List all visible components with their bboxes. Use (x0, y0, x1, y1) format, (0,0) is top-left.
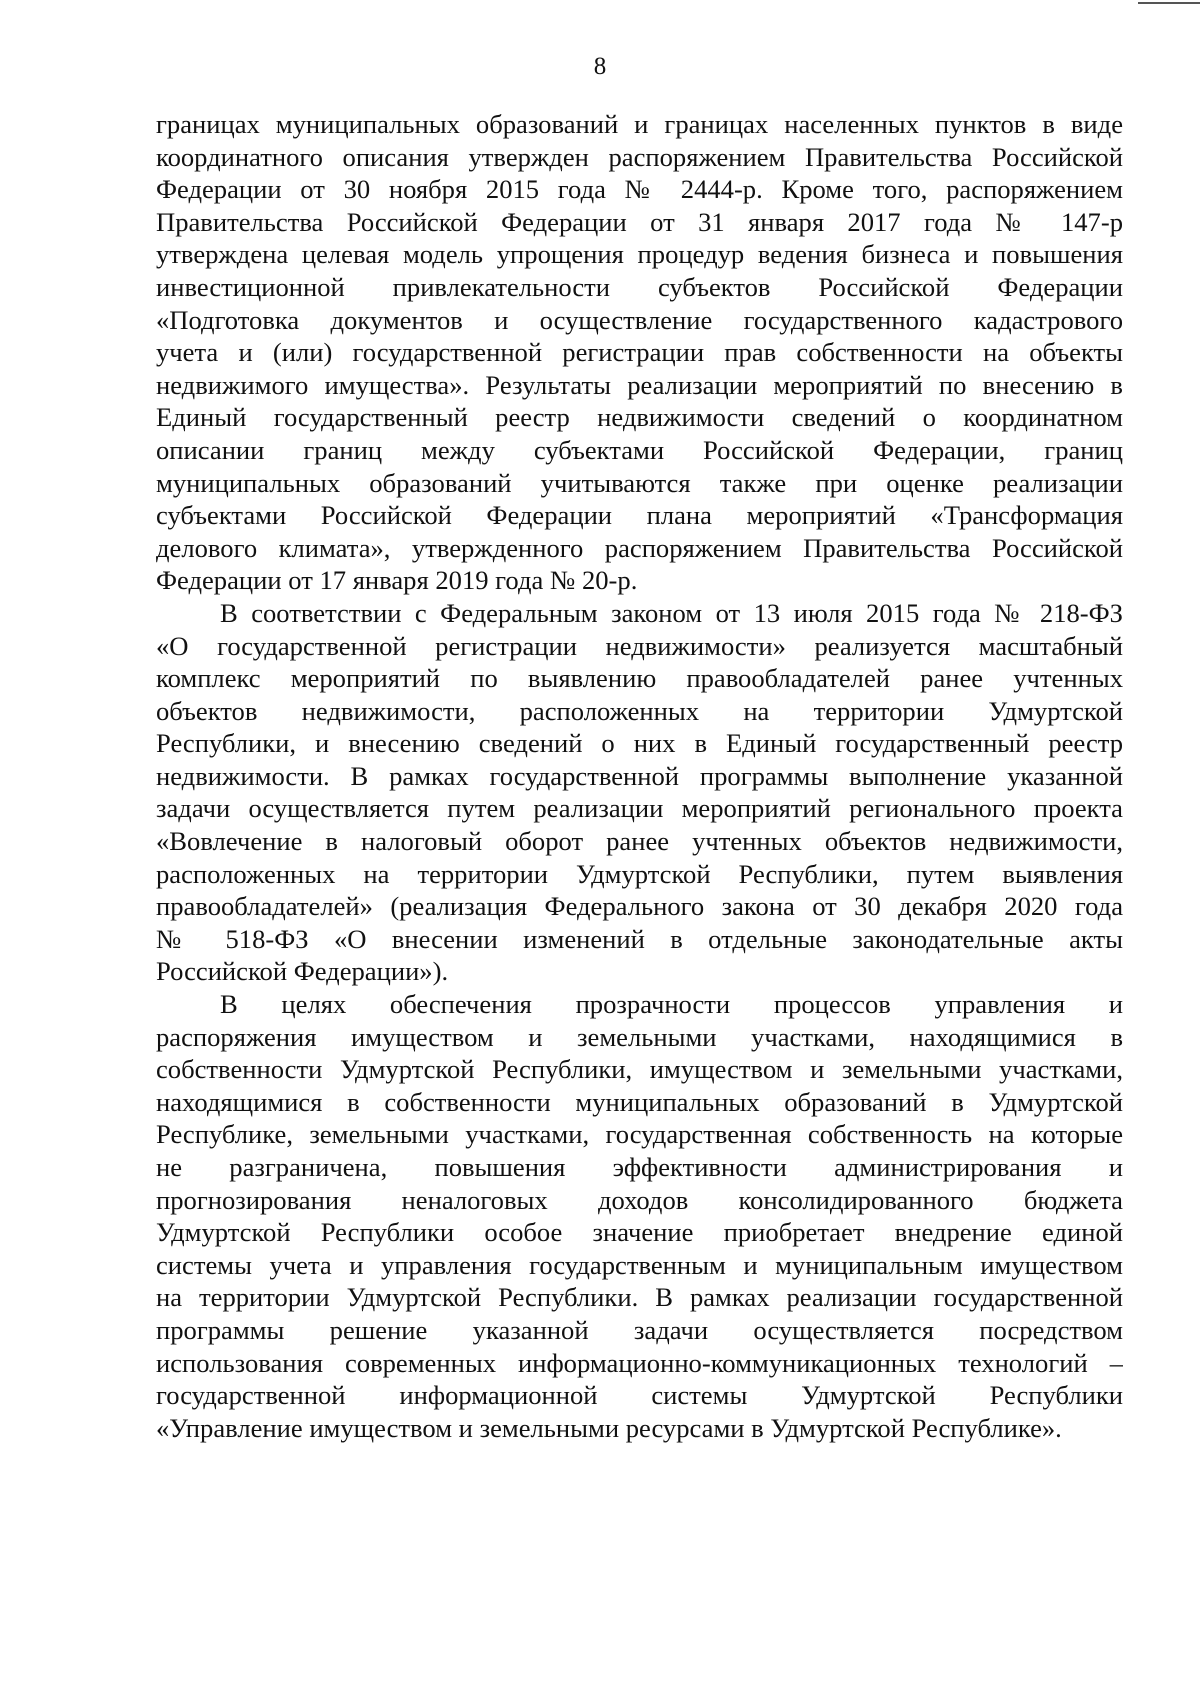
text-line: «Управление имуществом и земельными ресурсами в Удмуртской Республике». (156, 1412, 1062, 1443)
text-line: «О государственной регистрации недвижимости» реализуется масштабный (156, 630, 1123, 661)
text-line: делового климата», утвержденного распоряжением Правительства Российской (156, 532, 1123, 563)
text-line: собственности Удмуртской Республики, имуществом и земельными участками, (156, 1054, 1123, 1085)
text-line: координатного описания утвержден распоряжением Правительства Российской (156, 141, 1123, 172)
text-line: «Вовлечение в налоговый оборот ранее учтенных объектов недвижимости, (156, 826, 1123, 857)
text-line: правообладателей» (реализация Федерального закона от 30 декабря 2020 года (156, 891, 1123, 922)
text-line: Федерации от 30 ноября 2015 года № 2444-р. Кроме того, распоряжением (156, 174, 1123, 205)
text-line: Республике, земельными участками, государственная собственность на которые (156, 1119, 1123, 1150)
text-line: инвестиционной привлекательности субъектов Российской Федерации (156, 271, 1123, 302)
text-line: Правительства Российской Федерации от 31 января 2017 года № 147-р (156, 206, 1123, 237)
text-line: Удмуртской Республики особое значение приобретает внедрение единой (156, 1217, 1123, 1248)
text-line: Федерации от 17 января 2019 года № 20-р. (156, 565, 638, 596)
text-line: В соответствии с Федеральным законом от 13 июля 2015 года № 218-ФЗ (220, 597, 1123, 628)
text-line: объектов недвижимости, расположенных на территории Удмуртской (156, 695, 1123, 726)
text-line: № 518-ФЗ «О внесении изменений в отдельные законодательные акты (156, 923, 1123, 954)
text-line: недвижимости. В рамках государственной программы выполнение указанной (156, 760, 1123, 791)
text-line: «Подготовка документов и осуществление государственного кадастрового (156, 304, 1123, 335)
text-line: системы учета и управления государственным и муниципальным имуществом (156, 1249, 1123, 1280)
text-line: государственной информационной системы Удмуртской Республики (156, 1380, 1123, 1411)
text-line: Единый государственный реестр недвижимости сведений о координатном (156, 402, 1123, 433)
page-number: 8 (593, 53, 607, 80)
text-line: Российской Федерации»). (156, 956, 449, 987)
text-line: не разграничена, повышения эффективности администрирования и (156, 1152, 1123, 1182)
text-line: границах муниципальных образований и границах населенных пунктов в виде (156, 109, 1123, 139)
text-line: задачи осуществляется путем реализации мероприятий регионального проекта (156, 793, 1123, 824)
body-text (156, 108, 1123, 1444)
text-line: распоряжения имуществом и земельными участками, находящимися в (156, 1021, 1123, 1052)
text-line: использования современных информационно-коммуникационных технологий – (156, 1347, 1123, 1378)
text-line: прогнозирования неналоговых доходов консолидированного бюджета (156, 1184, 1123, 1215)
text-line: учета и (или) государственной регистрации прав собственности на объекты (156, 337, 1123, 368)
text-line: описании границ между субъектами Российской Федерации, границ (156, 434, 1123, 465)
text-line: муниципальных образований учитываются также при оценке реализации (156, 467, 1123, 498)
text-line: утверждена целевая модель упрощения процедур ведения бизнеса и повышения (156, 239, 1123, 270)
text-line: находящимися в собственности муниципальных образований в Удмуртской (156, 1086, 1123, 1117)
scan-edge-line (1138, 2, 1200, 4)
text-line: на территории Удмуртской Республики. В рамках реализации государственной (156, 1282, 1123, 1313)
text-line: недвижимого имущества». Результаты реализации мероприятий по внесению в (156, 369, 1123, 400)
text-line: субъектами Российской Федерации плана мероприятий «Трансформация (156, 500, 1123, 531)
text-line: программы решение указанной задачи осуществляется посредством (156, 1314, 1123, 1345)
text-line: комплекс мероприятий по выявлению правообладателей ранее учтенных (156, 663, 1123, 694)
text-line: расположенных на территории Удмуртской Республики, путем выявления (156, 858, 1123, 889)
text-line: Республики, и внесению сведений о них в Единый государственный реестр (156, 728, 1123, 759)
text-line: В целях обеспечения прозрачности процессов управления и (220, 989, 1123, 1020)
